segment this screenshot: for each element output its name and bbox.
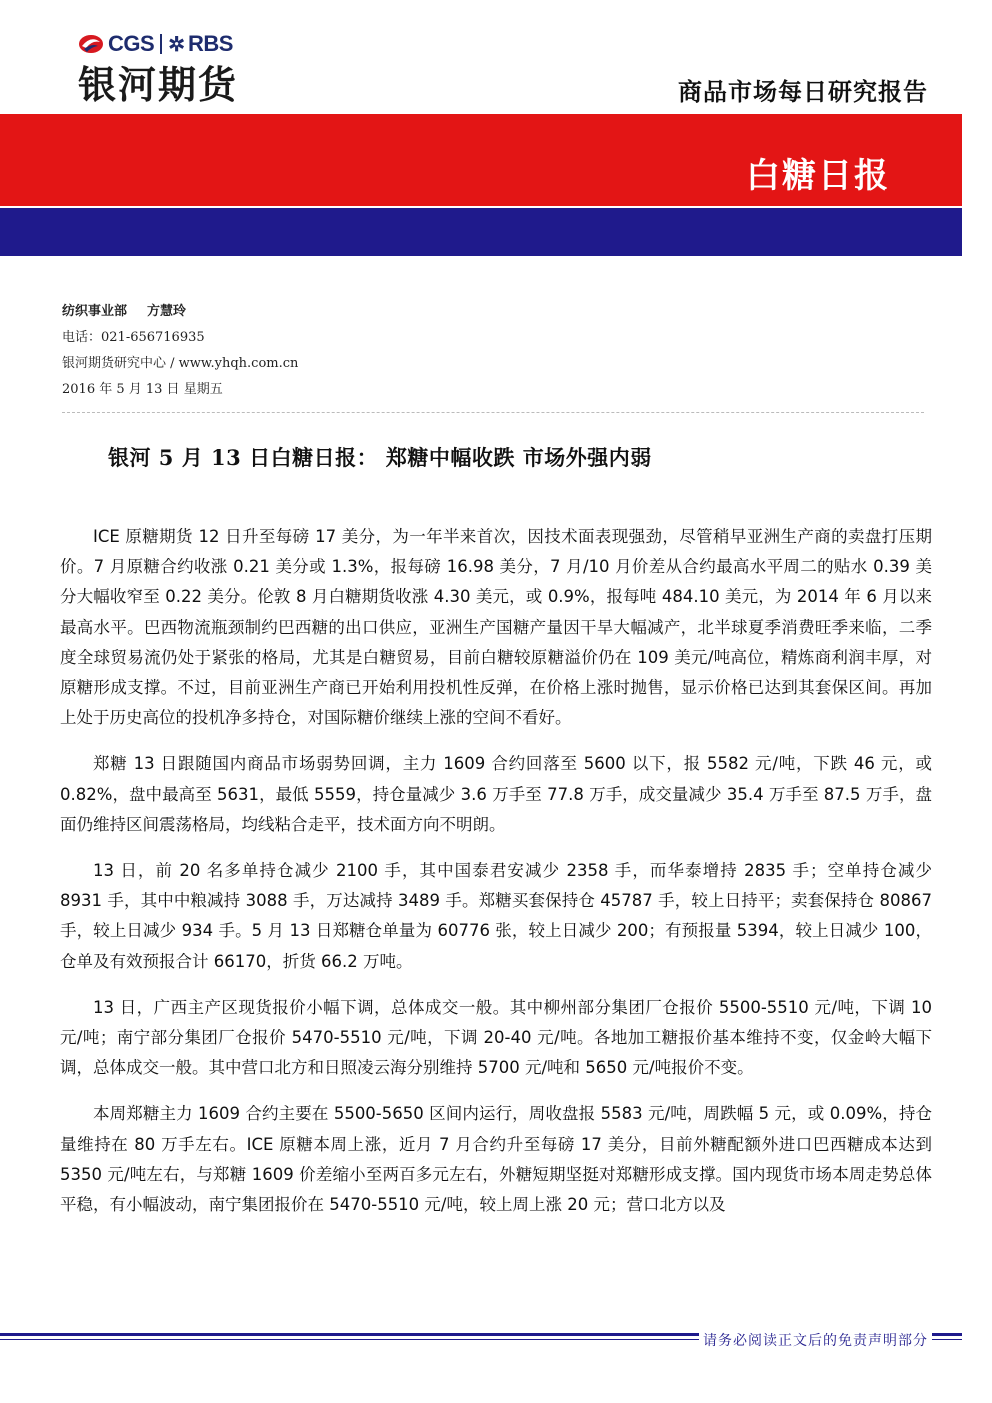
paragraph: 本周郑糖主力 1609 合约主要在 5500-5650 区间内运行，周收盘报 5583 元/吨，周跌幅 5 元，或 0.09%，持仓量维持在 80 万手左右。ICE 原糖本周上涨，近月 7 月合约升至每磅 17 美分，目前外糖配额外进口巴西糖成本达到 5350 元/吨左右，与郑糖 1609 价差缩小至两百多元左右，外糖短期坚挺对郑糖形成支撑。国内现货市场本周走势总体平稳，有小幅波动，南宁集团报价在 5470-5510 元/吨，较上周上涨 20 元；营口北方以及	[60, 1104, 932, 1215]
disclaimer-note: 请务必阅读正文后的免责声明部分	[699, 1330, 932, 1350]
phone: 电话：021-656716935	[62, 330, 205, 345]
author-meta	[62, 302, 298, 406]
divider	[62, 412, 924, 413]
paragraph: 13 日，广西主产区现货报价小幅下调，总体成交一般。其中柳州部分集团厂仓报价 5500-5510 元/吨，下调 10 元/吨；南宁部分集团厂仓报价 5470-5510 元/吨，下调 20-40 元/吨。各地加工糖报价基本维持不变，仅金岭大幅下调，总体成交一般。其中营口北方和日照凌云海分别维持 5700 元/吨和 5650 元/吨报价不变。	[60, 997, 932, 1078]
report-date: 2016 年 5 月 13 日 星期五	[62, 382, 223, 397]
paragraph: ICE 原糖期货 12 日升至每磅 17 美分，为一年半来首次，因技术面表现强劲，尽管稍早亚洲生产商的卖盘打压期价。7 月原糖合约收涨 0.21 美分或 1.3%，报每磅 16.98 美分，7 月/10 月价差从合约最高水平周二的贴水 0.39 美分大幅收窄至 0.22 美分。伦敦 8 月白糖期货收涨 4.30 美元，或 0.9%，报每吨 484.10 美元，为 2014 年 6 月以来最高水平。巴西物流瓶颈制约巴西糖的出口供应，亚洲生产国糖产量因干旱大幅减产，北半球夏季消费旺季来临，二季度全球贸易流仍处于紧张的格局，尤其是白糖贸易，目前白糖较原糖溢价仍在 109 美元/吨高位，精炼商利润丰厚，对原糖形成支撑。不过，目前亚洲生产商已开始利用投机性反弹，在价格上涨时抛售，显示价格已达到其套保区间。再加上处于历史高位的投机净多持仓，对国际糖价继续上涨的空间不看好。	[60, 527, 932, 728]
cgs-swirl-icon	[78, 33, 104, 55]
navy-band	[0, 208, 962, 256]
paragraph: 13 日，前 20 名多单持仓减少 2100 手，其中国泰君安减少 2358 手，而华泰增持 2835 手；空单持仓减少 8931 手，其中中粮减持 3088 手，万达减持 3489 手。郑糖买套保持仓 45787 手，较上日持平；卖套保持仓 80867 手，较上日减少 934 手。5 月 13 日郑糖仓单量为 60776 张，较上日减少 200；有预报量 5394，较上日减少 100，仓单及有效预报合计 66170，折货 66.2 万吨。	[60, 861, 932, 971]
logo-separator	[160, 34, 162, 54]
logo-cgs-text: CGS	[108, 31, 155, 56]
analyst-name: 方慧玲	[147, 304, 187, 319]
company-logo	[78, 30, 278, 108]
logo-chinese-name: 银河期货	[78, 63, 239, 107]
department: 纺织事业部	[62, 304, 128, 319]
red-title-band	[0, 114, 962, 206]
paragraph: 郑糖 13 日跟随国内商品市场弱势回调，主力 1609 合约回落至 5600 以下，报 5582 元/吨，下跌 46 元，或 0.82%，盘中最高至 5631，最低 5559，持仓量减少 3.6 万手至 77.8 万手，成交量减少 35.4 万手至 87.5 万手，盘面仍维持区间震荡格局，均线粘合走平，技术面方向不明朗。	[60, 754, 932, 834]
report-type-title: 商品市场每日研究报告	[678, 78, 928, 106]
article-headline: 银河 5 月 13 日白糖日报： 郑糖中幅收跌 市场外强内弱	[108, 445, 652, 470]
research-center-site: 银河期货研究中心 / www.yhqh.com.cn	[62, 356, 299, 371]
logo-rbs-text: RBS	[187, 31, 233, 56]
report-title: 白糖日报	[746, 156, 890, 196]
article-body	[60, 522, 932, 1236]
rbs-daisy-icon: ✲	[168, 33, 185, 56]
